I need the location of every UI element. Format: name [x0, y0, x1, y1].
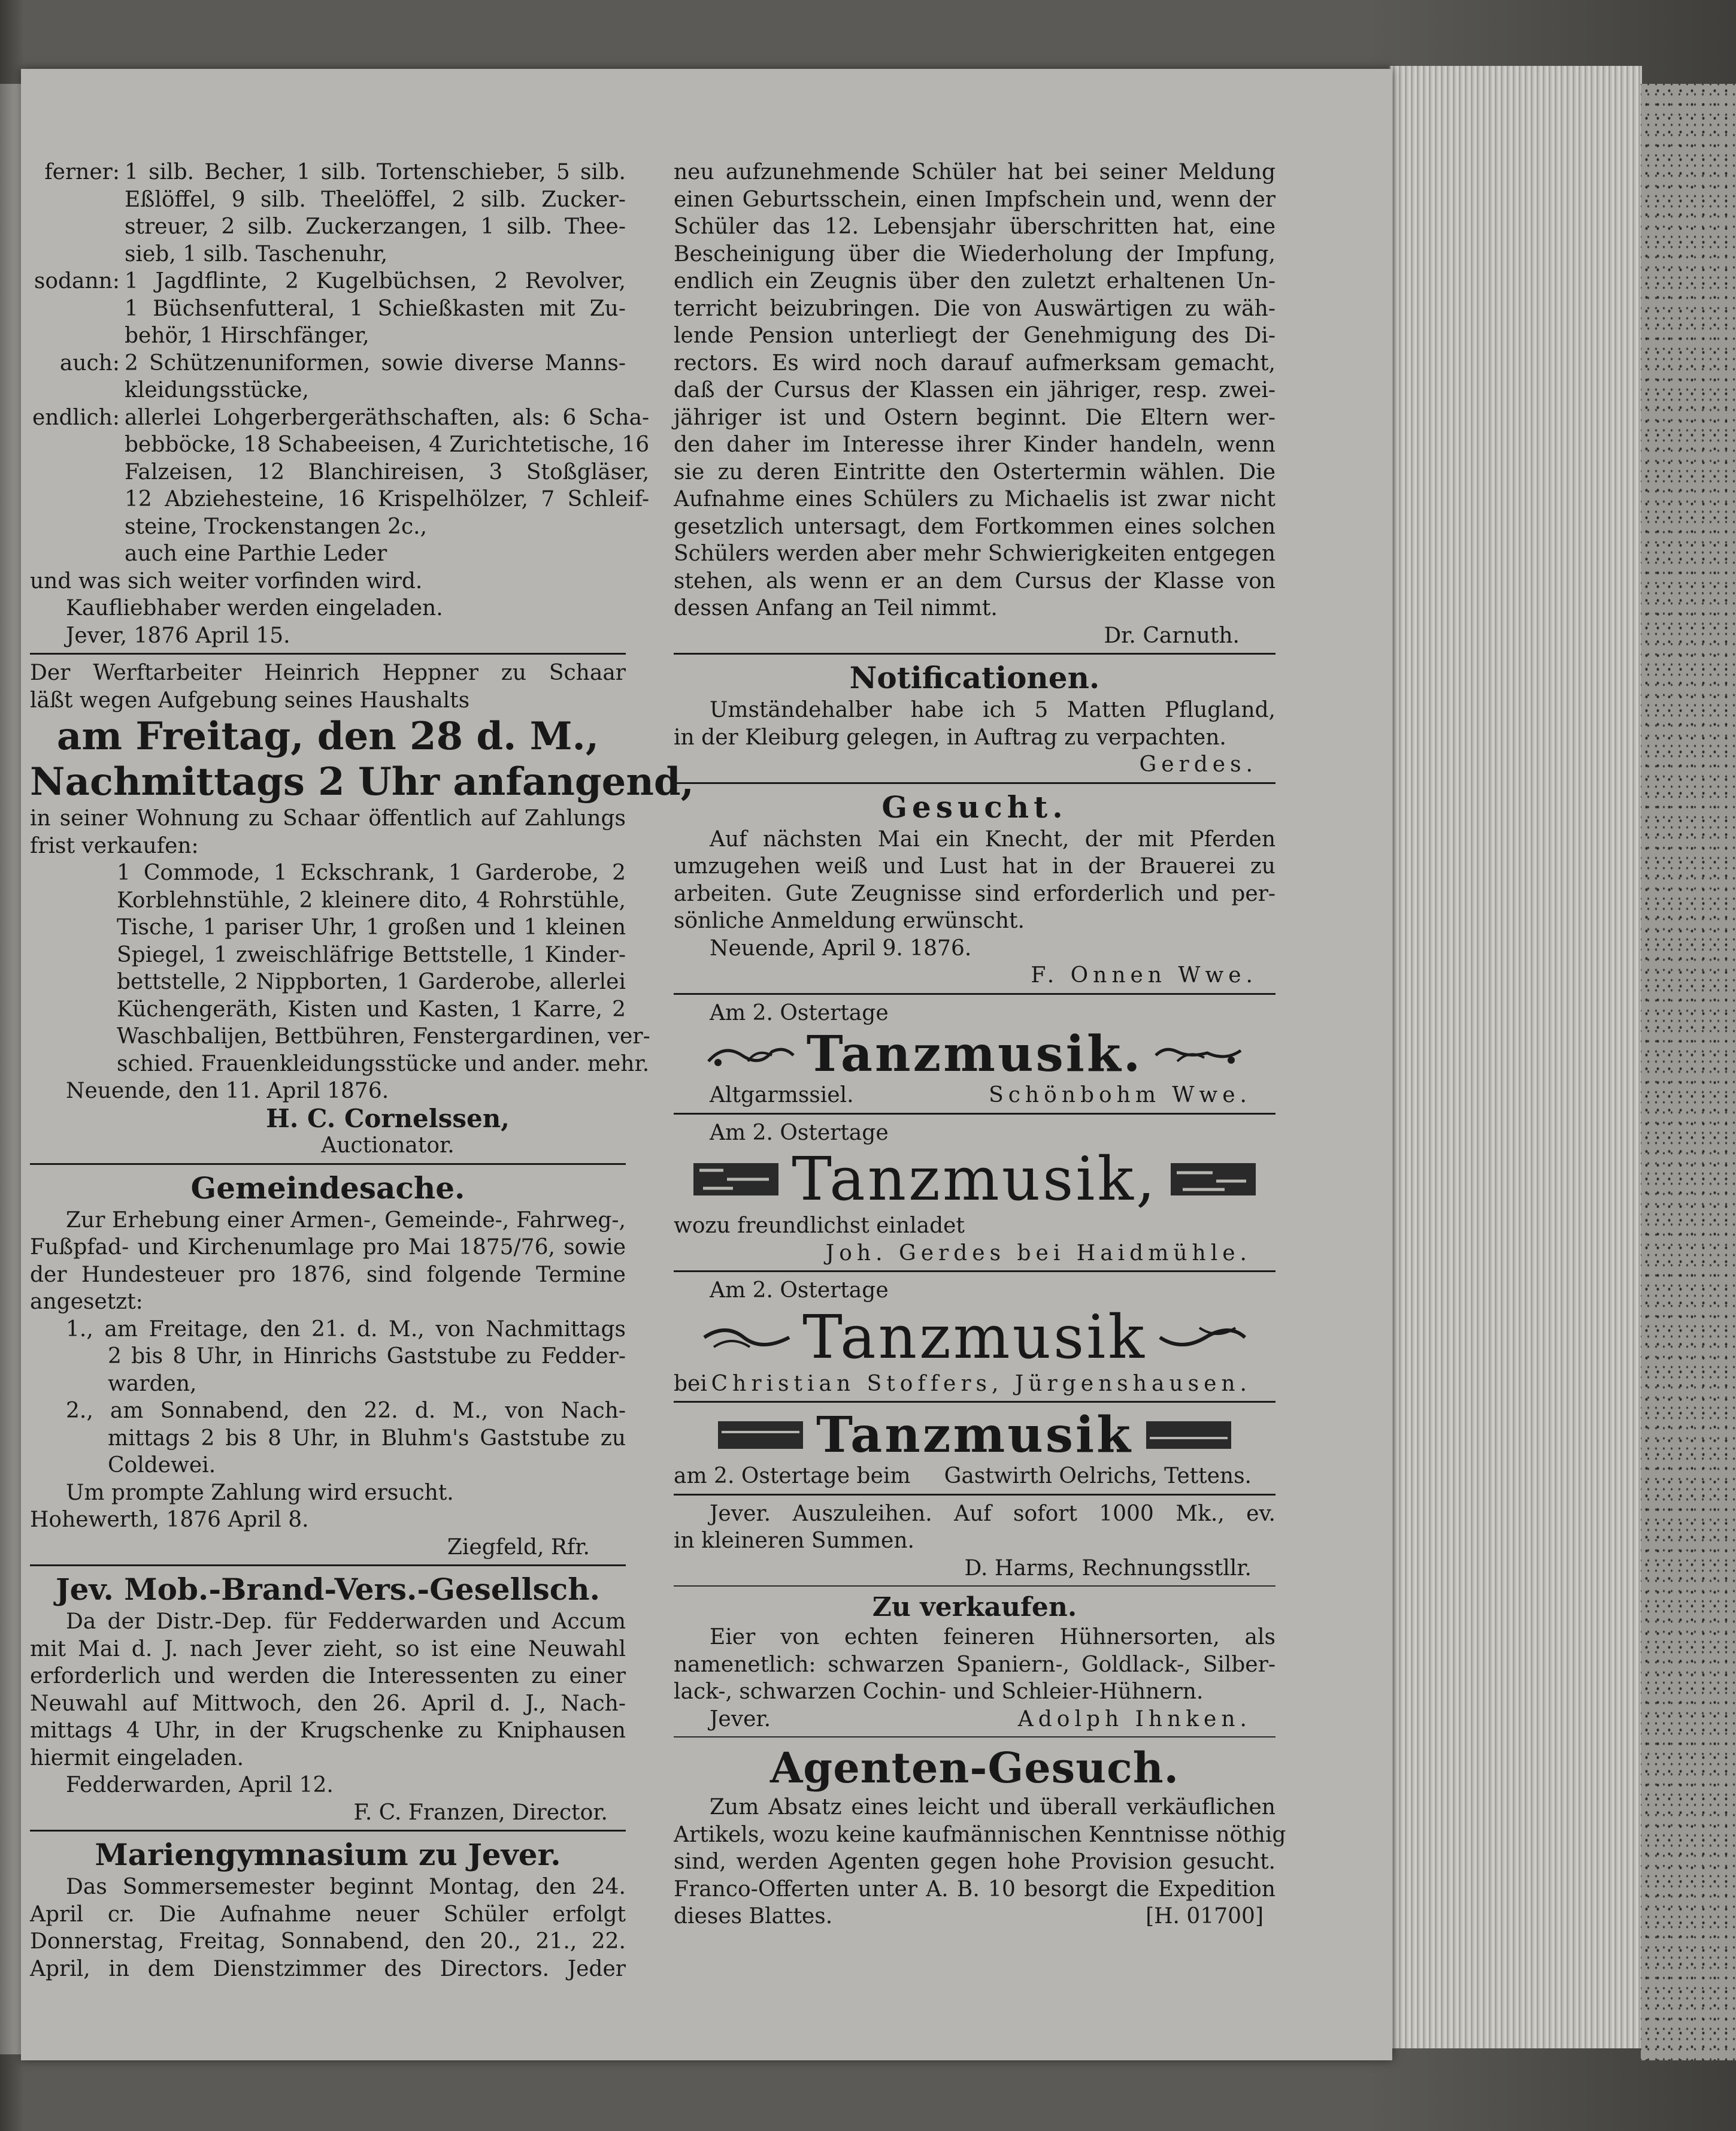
decorative-block-ornament-icon [691, 1158, 781, 1200]
place: Jever. [710, 1706, 771, 1732]
flourish-ornament-icon [706, 1037, 796, 1071]
text-line: in kleineren Summen. [674, 1528, 914, 1553]
text-line: Auf nächsten Mai ein Knecht, der mit Pferden [710, 827, 1276, 852]
facing-page-edge [0, 84, 24, 2054]
newspaper-page [21, 69, 1392, 2060]
text-line: Donnerstag, Freitag, Sonnabend, den 20., 21., 22. [30, 1929, 626, 1954]
text-line: Da der Distr.-Dep. für Fedderwarden und Accum [66, 1609, 626, 1634]
heppner-auction-ad [30, 659, 694, 1160]
divider [674, 1736, 1276, 1738]
ad-footer [674, 1463, 1276, 1490]
text-line: den daher im Interesse ihrer Kinder handeln, wenn [674, 432, 1276, 457]
gemeinde-ad [30, 1170, 626, 1561]
divider [30, 1163, 626, 1165]
text-line: behör, 1 Hirschfänger, [125, 323, 369, 348]
place-date: Neuende, April 9. 1876. [710, 936, 972, 961]
text-line: bettstelle, 2 Nippborten, 1 Garderobe, allerlei [117, 970, 626, 994]
text-line: Schüler das 12. Lebensjahr überschritten hat, eine [674, 214, 1276, 239]
text-line: Küchengeräth, Kisten und Kasten, 1 Karre, 2 [117, 997, 626, 1022]
auction-item [30, 159, 626, 268]
text-line: 2., am Sonnabend, den 22. d. M., von Nach- [66, 1399, 626, 1423]
left-column [30, 159, 694, 1982]
ad-footer [674, 1706, 1276, 1733]
tanzmusik-banner [674, 1301, 1276, 1372]
text-line: bebböcke, 18 Schabeeisen, 4 Zurichtetische, 16 [125, 432, 650, 457]
signature-title: Auctionator. [321, 1133, 455, 1158]
text-line: bei [674, 1371, 707, 1396]
text-line: schied. Frauenkleidungsstücke und ander. mehr. [117, 1051, 650, 1076]
text-line: 2 Schützenuniformen, sowie diverse Manns- [125, 350, 626, 376]
text-line: Artikels, wozu keine kaufmännischen Kenntnisse nöthig [674, 1822, 1286, 1847]
flourish-ornament-icon [1158, 1321, 1247, 1354]
text-line: allerlei Lohgerbergeräthschaften, als: 6 Scha- [125, 405, 650, 430]
text-line: dessen Anfang an Teil nimmt. [674, 596, 998, 620]
text-line: sieb, 1 silb. Taschenuhr, [125, 241, 388, 267]
text-line: hiermit eingeladen. [30, 1745, 244, 1770]
ad-footer [674, 1370, 1276, 1398]
auction-label: ferner: [44, 160, 120, 184]
gesucht-ad [674, 789, 1276, 989]
text-line: Am 2. Ostertage [710, 1120, 889, 1145]
tanzmusik-ad-2 [674, 1119, 1276, 1267]
brand-insurance-ad [30, 1571, 626, 1826]
text-line: warden, [108, 1371, 197, 1396]
tanzmusik-banner [674, 1027, 1276, 1082]
ad-headline: Tanzmusik. [806, 1025, 1143, 1083]
text-line: Franco-Offerten unter A. B. 10 besorgt die Expedition [674, 1876, 1276, 1902]
ad-title: Jev. Mob.-Brand-Vers.-Gesellsch. [55, 1572, 601, 1607]
text-line: Eßlöffel, 9 silb. Theelöffel, 2 silb. Zucker- [125, 187, 626, 212]
text-line: Am 2. Ostertage [710, 1278, 889, 1303]
place: Altgarmssiel. [710, 1083, 854, 1107]
text-line: Jever. Auszuleihen. Auf sofort 1000 Mk., ev. [710, 1501, 1276, 1526]
gymnasium-ad-part2 [674, 159, 1276, 649]
decorative-block-ornament-icon [716, 1414, 805, 1456]
text-line: angesetzt: [30, 1290, 143, 1314]
text-line: streuer, 2 silb. Zuckerzangen, 1 silb. Thee- [125, 214, 626, 239]
text-line: Neuwahl auf Mittwoch, den 26. April d. J., Nach- [30, 1691, 626, 1716]
ad-title: Gesucht. [881, 789, 1068, 825]
ad-footer [674, 1082, 1276, 1109]
text-line: 2 bis 8 Uhr, in Hinrichs Gaststube zu Fedder- [108, 1344, 626, 1369]
divider [30, 653, 626, 655]
auction-item [30, 268, 626, 350]
agenten-ad [674, 1742, 1286, 1930]
ad-headline: Tanzmusik [816, 1406, 1133, 1464]
divider [674, 653, 1276, 655]
notifications-ad [674, 659, 1276, 779]
divider [674, 1270, 1276, 1272]
text-line: 12 Abziehesteine, 16 Krispelhölzer, 7 Schleif- [125, 487, 650, 511]
place-date: Hohewerth, 1876 April 8. [30, 1508, 309, 1532]
text-line: jähriger ist und Ostern beginnt. Die Eltern wer- [674, 405, 1276, 430]
text-line: 1 Büchsenfutteral, 1 Schießkasten mit Zu- [125, 296, 626, 321]
signature: Christian Stoffers, Jürgenshausen. [711, 1371, 1252, 1396]
text-line: Das Sommersemester beginnt Montag, den 24. [66, 1875, 626, 1899]
divider [30, 1564, 626, 1566]
page-block-edges [1389, 66, 1642, 2048]
auction-item [30, 404, 650, 568]
text-line: namenetlich: schwarzen Spaniern-, Goldlack-, Silber- [674, 1652, 1276, 1677]
text-line: daß der Cursus der Klassen ein jähriger, resp. zwei- [674, 378, 1276, 402]
ad-title: Agenten-Gesuch. [769, 1743, 1179, 1793]
text-line: neu aufzunehmende Schüler hat bei seiner Meldung [674, 160, 1276, 184]
text-line: Zum Absatz eines leicht und überall verkäuflichen [710, 1795, 1276, 1820]
text-line: Tische, 1 pariser Uhr, 1 großen und 1 kleinen [117, 915, 626, 940]
text-line: 1 Commode, 1 Eckschrank, 1 Garderobe, 2 [117, 861, 626, 885]
text-line: gesetzlich untersagt, dem Fortkommen eines solchen [674, 514, 1276, 539]
signature: Schönbohm Wwe. [989, 1083, 1252, 1107]
text-line: 1 silb. Becher, 1 silb. Tortenschieber, 5 silb. [125, 160, 626, 184]
auction-label: auch: [59, 350, 120, 376]
text-line: 1 Jagdflinte, 2 Kugelbüchsen, 2 Revolver, [125, 269, 626, 293]
text-line: der Hundesteuer pro 1876, sind folgende Termine [30, 1262, 626, 1287]
signature: Gerdes. [1139, 752, 1258, 777]
signature: Ziegfeld, Rfr. [447, 1534, 590, 1560]
text-line: rectors. Es wird noch darauf aufmerksam gemacht, [674, 350, 1276, 376]
text-line: Schülers werden aber mehr Schwierigkeiten entgegen [674, 541, 1276, 566]
flourish-ornament-icon [1153, 1037, 1243, 1071]
divider [30, 1830, 626, 1832]
text-line: lack-, schwarzen Cochin- und Schleier-Hühnern. [674, 1679, 1204, 1704]
text-line: steine, Trockenstangen 2c., [125, 514, 428, 539]
tanzmusik-ad-3 [674, 1277, 1276, 1397]
divider [674, 1113, 1276, 1115]
text-line: endlich ein Zeugnis über den zuletzt erhaltenen Un- [674, 269, 1276, 293]
auction-continuation [30, 159, 650, 649]
place-date: Neuende, den 11. April 1876. [66, 1079, 389, 1103]
text-line: und was sich weiter vorfinden wird. [30, 568, 423, 594]
signature: Dr. Carnuth. [1104, 623, 1240, 648]
right-column [674, 159, 1286, 1930]
text-line: in der Kleiburg gelegen, in Auftrag zu verpachten. [674, 725, 1226, 750]
text-line: auch eine Parthie Leder [125, 541, 387, 566]
text-line: lende Pension unterliegt der Genehmigung des Di- [674, 323, 1276, 348]
text-line: Fußpfad- und Kirchenumlage pro Mai 1875/76, sowie [30, 1235, 626, 1260]
text-line: frist verkaufen: [30, 833, 199, 858]
text-line: stehen, als wenn er an dem Cursus der Klasse von [674, 568, 1276, 594]
decorative-block-ornament-icon [1144, 1414, 1234, 1456]
text-line: erforderlich und werden die Interessenten zu einer [30, 1664, 626, 1688]
tanzmusik-banner [674, 1407, 1276, 1463]
signature: Gastwirth Oelrichs, Tettens. [944, 1464, 1252, 1488]
text-line: Der Werftarbeiter Heinrich Heppner zu Schaar [30, 661, 626, 685]
text-line: dieses Blattes. [674, 1904, 833, 1929]
text-line: Am 2. Ostertage [710, 1000, 889, 1025]
text-line: in seiner Wohnung zu Schaar öffentlich auf Zahlungs [30, 806, 626, 831]
signature: Adolph Ihnken. [1017, 1706, 1252, 1732]
text-line: Zur Erhebung einer Armen-, Gemeinde-, Fahrweg-, [66, 1207, 626, 1233]
auction-label: endlich: [32, 405, 120, 430]
tanzmusik-banner [674, 1146, 1276, 1212]
text-line: Coldewei. [108, 1453, 216, 1478]
text-line: Um prompte Zahlung wird ersucht. [66, 1480, 454, 1505]
text-line: Falzeisen, 12 Blanchireisen, 3 Stoßgläser, [125, 459, 650, 485]
ad-code: [H. 01700] [1146, 1904, 1264, 1929]
text-line: arbeiten. Gute Zeugnisse sind erforderlich und per- [674, 881, 1276, 906]
text-line: mittags 4 Uhr, in der Krugschenke zu Kniphausen [30, 1718, 626, 1743]
text-line: mittags 2 bis 8 Uhr, in Bluhm's Gaststube zu [108, 1425, 626, 1451]
gymnasium-ad-part1 [30, 1836, 626, 1982]
text-line: Umständehalber habe ich 5 Matten Pflugland, [710, 698, 1276, 722]
text-line: mit Mai d. J. nach Jever zieht, so ist eine Neuwahl [30, 1636, 626, 1661]
text-line: Waschbalijen, Bettbühren, Fenstergardinen, ver- [117, 1024, 650, 1049]
text-line: April, in dem Dienstzimmer des Directors. Jeder [30, 1956, 626, 1981]
text-line: Aufnahme eines Schülers zu Michaelis ist zwar nicht [674, 487, 1276, 511]
signature: Joh. Gerdes bei Haidmühle. [825, 1240, 1252, 1266]
text-line: einen Geburtsschein, einen Impfschein und, wenn der [674, 187, 1276, 212]
ad-headline: am Freitag, den 28 d. M., [56, 714, 599, 759]
loan-ad [674, 1500, 1276, 1582]
signature: D. Harms, Rechnungsstllr. [964, 1555, 1252, 1581]
speckled-book-cover [1641, 84, 1736, 2060]
auction-label: sodann: [34, 269, 120, 293]
ad-title: Mariengymnasium zu Jever. [95, 1837, 561, 1872]
auction-item [30, 350, 626, 404]
text-line: sönliche Anmeldung erwünscht. [674, 909, 1025, 933]
text-line: wozu freundlichst einladet [674, 1213, 965, 1238]
text-line: Eier von echten feineren Hühnersorten, als [710, 1625, 1276, 1649]
flourish-ornament-icon [702, 1321, 792, 1354]
ad-title: Notificationen. [849, 660, 1100, 695]
text-line: 1., am Freitage, den 21. d. M., von Nachmittags [66, 1316, 626, 1342]
ad-title: Zu verkaufen. [872, 1592, 1077, 1623]
text-line: terricht beizubringen. Die von Auswärtigen zu wäh- [674, 296, 1276, 321]
ad-headline: Tanzmusik, [792, 1144, 1158, 1214]
decorative-block-ornament-icon [1168, 1158, 1258, 1200]
text-line: sind, werden Agenten gegen hohe Provision gesucht. [674, 1850, 1276, 1874]
place-date: Fedderwarden, April 12. [66, 1773, 334, 1797]
signature: F. C. Franzen, Director. [353, 1800, 608, 1825]
text-line: Spiegel, 1 zweischläfrige Bettstelle, 1 Kinder- [117, 942, 626, 967]
ad-headline: Nachmittags 2 Uhr anfangend, [30, 759, 694, 804]
place-date: Jever, 1876 April 15. [66, 623, 290, 648]
divider [674, 782, 1276, 784]
signature: F. Onnen Wwe. [1031, 963, 1258, 988]
tanzmusik-ad-4 [674, 1407, 1276, 1490]
text-line: am 2. Ostertage beim [674, 1464, 911, 1488]
text-line: kleidungsstücke, [125, 378, 309, 402]
text-line: sie zu deren Eintritte den Ostertermin wählen. Die [674, 459, 1276, 485]
text-line: April cr. Die Aufnahme neuer Schüler erfolgt [30, 1902, 626, 1927]
verkaufen-ad [674, 1591, 1276, 1733]
signature: H. C. Cornelssen, [266, 1103, 510, 1133]
ad-headline: Tanzmusik [802, 1301, 1147, 1372]
divider [674, 1585, 1276, 1587]
divider [674, 1494, 1276, 1496]
tanzmusik-ad-1 [674, 1000, 1276, 1109]
ad-title: Gemeindesache. [190, 1170, 465, 1206]
text-line: läßt wegen Aufgebung seines Haushalts [30, 688, 470, 713]
text-line: Kaufliebhaber werden eingeladen. [66, 596, 443, 620]
divider [674, 1401, 1276, 1403]
text-line: Bescheinigung über die Wiederholung der Impfung, [674, 241, 1276, 267]
ad-footer [674, 1903, 1276, 1930]
text-line: Korblehnstühle, 2 kleinere dito, 4 Rohrstühle, [117, 888, 626, 913]
text-line: umzugehen weiß und Lust hat in der Brauerei zu [674, 854, 1276, 879]
divider [674, 993, 1276, 995]
